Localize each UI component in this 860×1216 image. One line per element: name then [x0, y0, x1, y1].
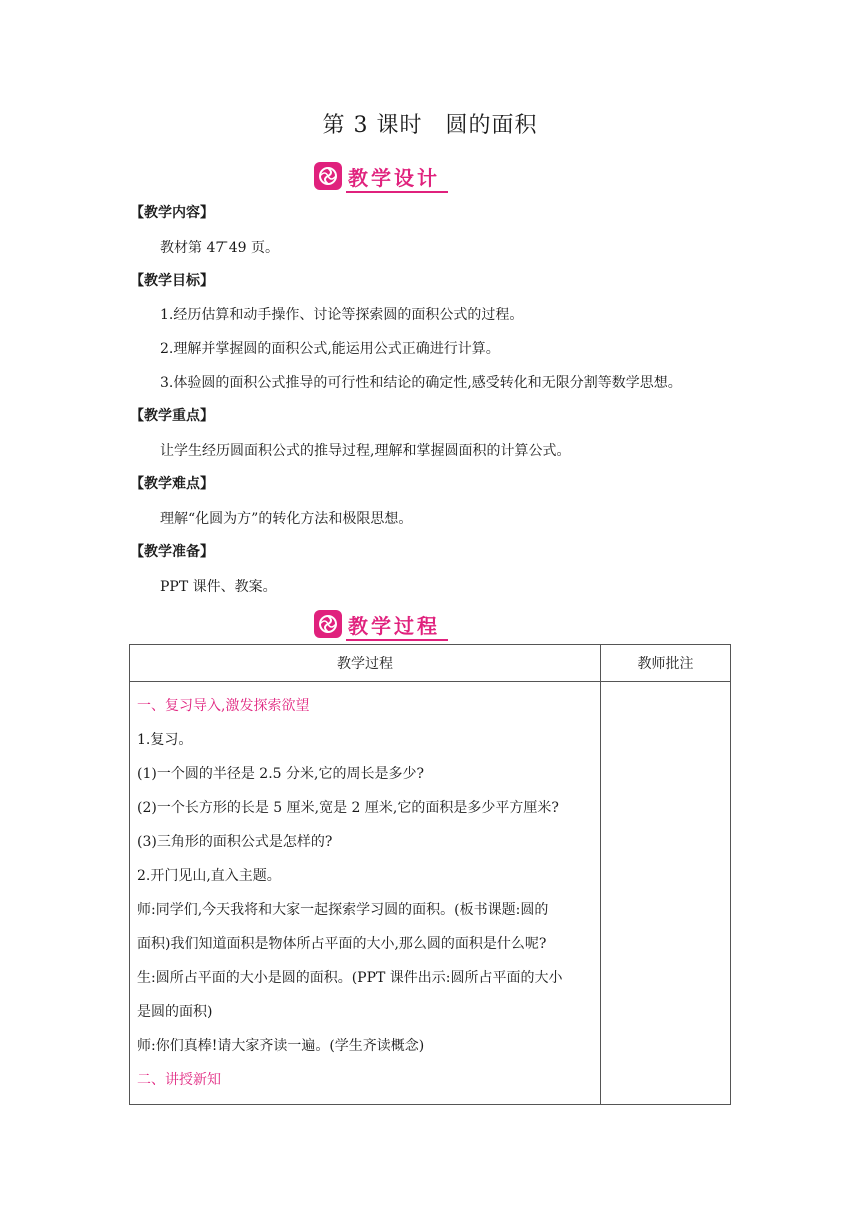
heading-goals: 【教学目标】 [130, 273, 214, 289]
section-title-new-knowledge: 二、讲授新知 [137, 1072, 221, 1088]
process-line: 师:你们真棒!请大家齐读一遍。(学生齐读概念) [137, 1038, 425, 1054]
heading-difficulty: 【教学难点】 [130, 476, 214, 492]
preparation-text: PPT 课件、教案。 [160, 579, 277, 595]
key-points-text: 让学生经历圆面积公式的推导过程,理解和掌握圆面积的计算公式。 [160, 443, 571, 459]
process-line: 生:圆所占平面的大小是圆的面积。(PPT 课件出示:圆所占平面的大小 [137, 970, 563, 986]
lesson-title: 第 3 课时 圆的面积 [322, 113, 538, 138]
heading-content: 【教学内容】 [130, 205, 214, 221]
goal-item-1: 1.经历估算和动手操作、讨论等探索圆的面积公式的过程。 [160, 307, 524, 323]
process-line: (2)一个长方形的长是 5 厘米,宽是 2 厘米,它的面积是多少平方厘米? [137, 800, 559, 816]
banner-design-label: 教学设计 [348, 165, 440, 190]
process-cell [130, 682, 601, 1105]
spiral-logo-icon [314, 162, 342, 190]
process-line: 是圆的面积) [137, 1004, 213, 1020]
goal-item-2: 2.理解并掌握圆的面积公式,能运用公式正确进行计算。 [160, 341, 500, 357]
difficulty-text: 理解“化圆为方”的转化方法和极限思想。 [160, 511, 413, 527]
process-line: (3)三角形的面积公式是怎样的? [137, 834, 333, 850]
header-teacher-notes: 教师批注 [601, 645, 731, 682]
section-banner-design [314, 161, 440, 191]
spiral-logo-icon [314, 610, 342, 638]
process-line: 2.开门见山,直入主题。 [137, 868, 281, 884]
section-banner-process [314, 609, 440, 639]
heading-key-points: 【教学重点】 [130, 408, 214, 424]
section-title-review: 一、复习导入,激发探索欲望 [137, 698, 310, 714]
content-text: 教材第 47 ̄49 页。 [160, 240, 279, 256]
table-header-row [130, 645, 731, 682]
banner-process-label: 教学过程 [348, 613, 440, 638]
goal-item-3: 3.体验圆的面积公式推导的可行性和结论的确定性,感受转化和无限分割等数学思想。 [160, 375, 682, 391]
process-line: 面积)我们知道面积是物体所占平面的大小,那么圆的面积是什么呢? [137, 936, 547, 952]
process-line: 师:同学们,今天我将和大家一起探索学习圆的面积。(板书课题:圆的 [137, 902, 549, 918]
process-line: (1)一个圆的半径是 2.5 分米,它的周长是多少? [137, 766, 424, 782]
teacher-notes-cell [601, 682, 731, 1105]
header-process: 教学过程 [130, 645, 601, 682]
heading-preparation: 【教学准备】 [130, 544, 214, 560]
process-line: 1.复习。 [137, 732, 193, 748]
banner-underline [346, 639, 448, 641]
banner-underline [346, 191, 448, 193]
teaching-process-table [129, 644, 731, 1105]
table-row [130, 682, 731, 1105]
